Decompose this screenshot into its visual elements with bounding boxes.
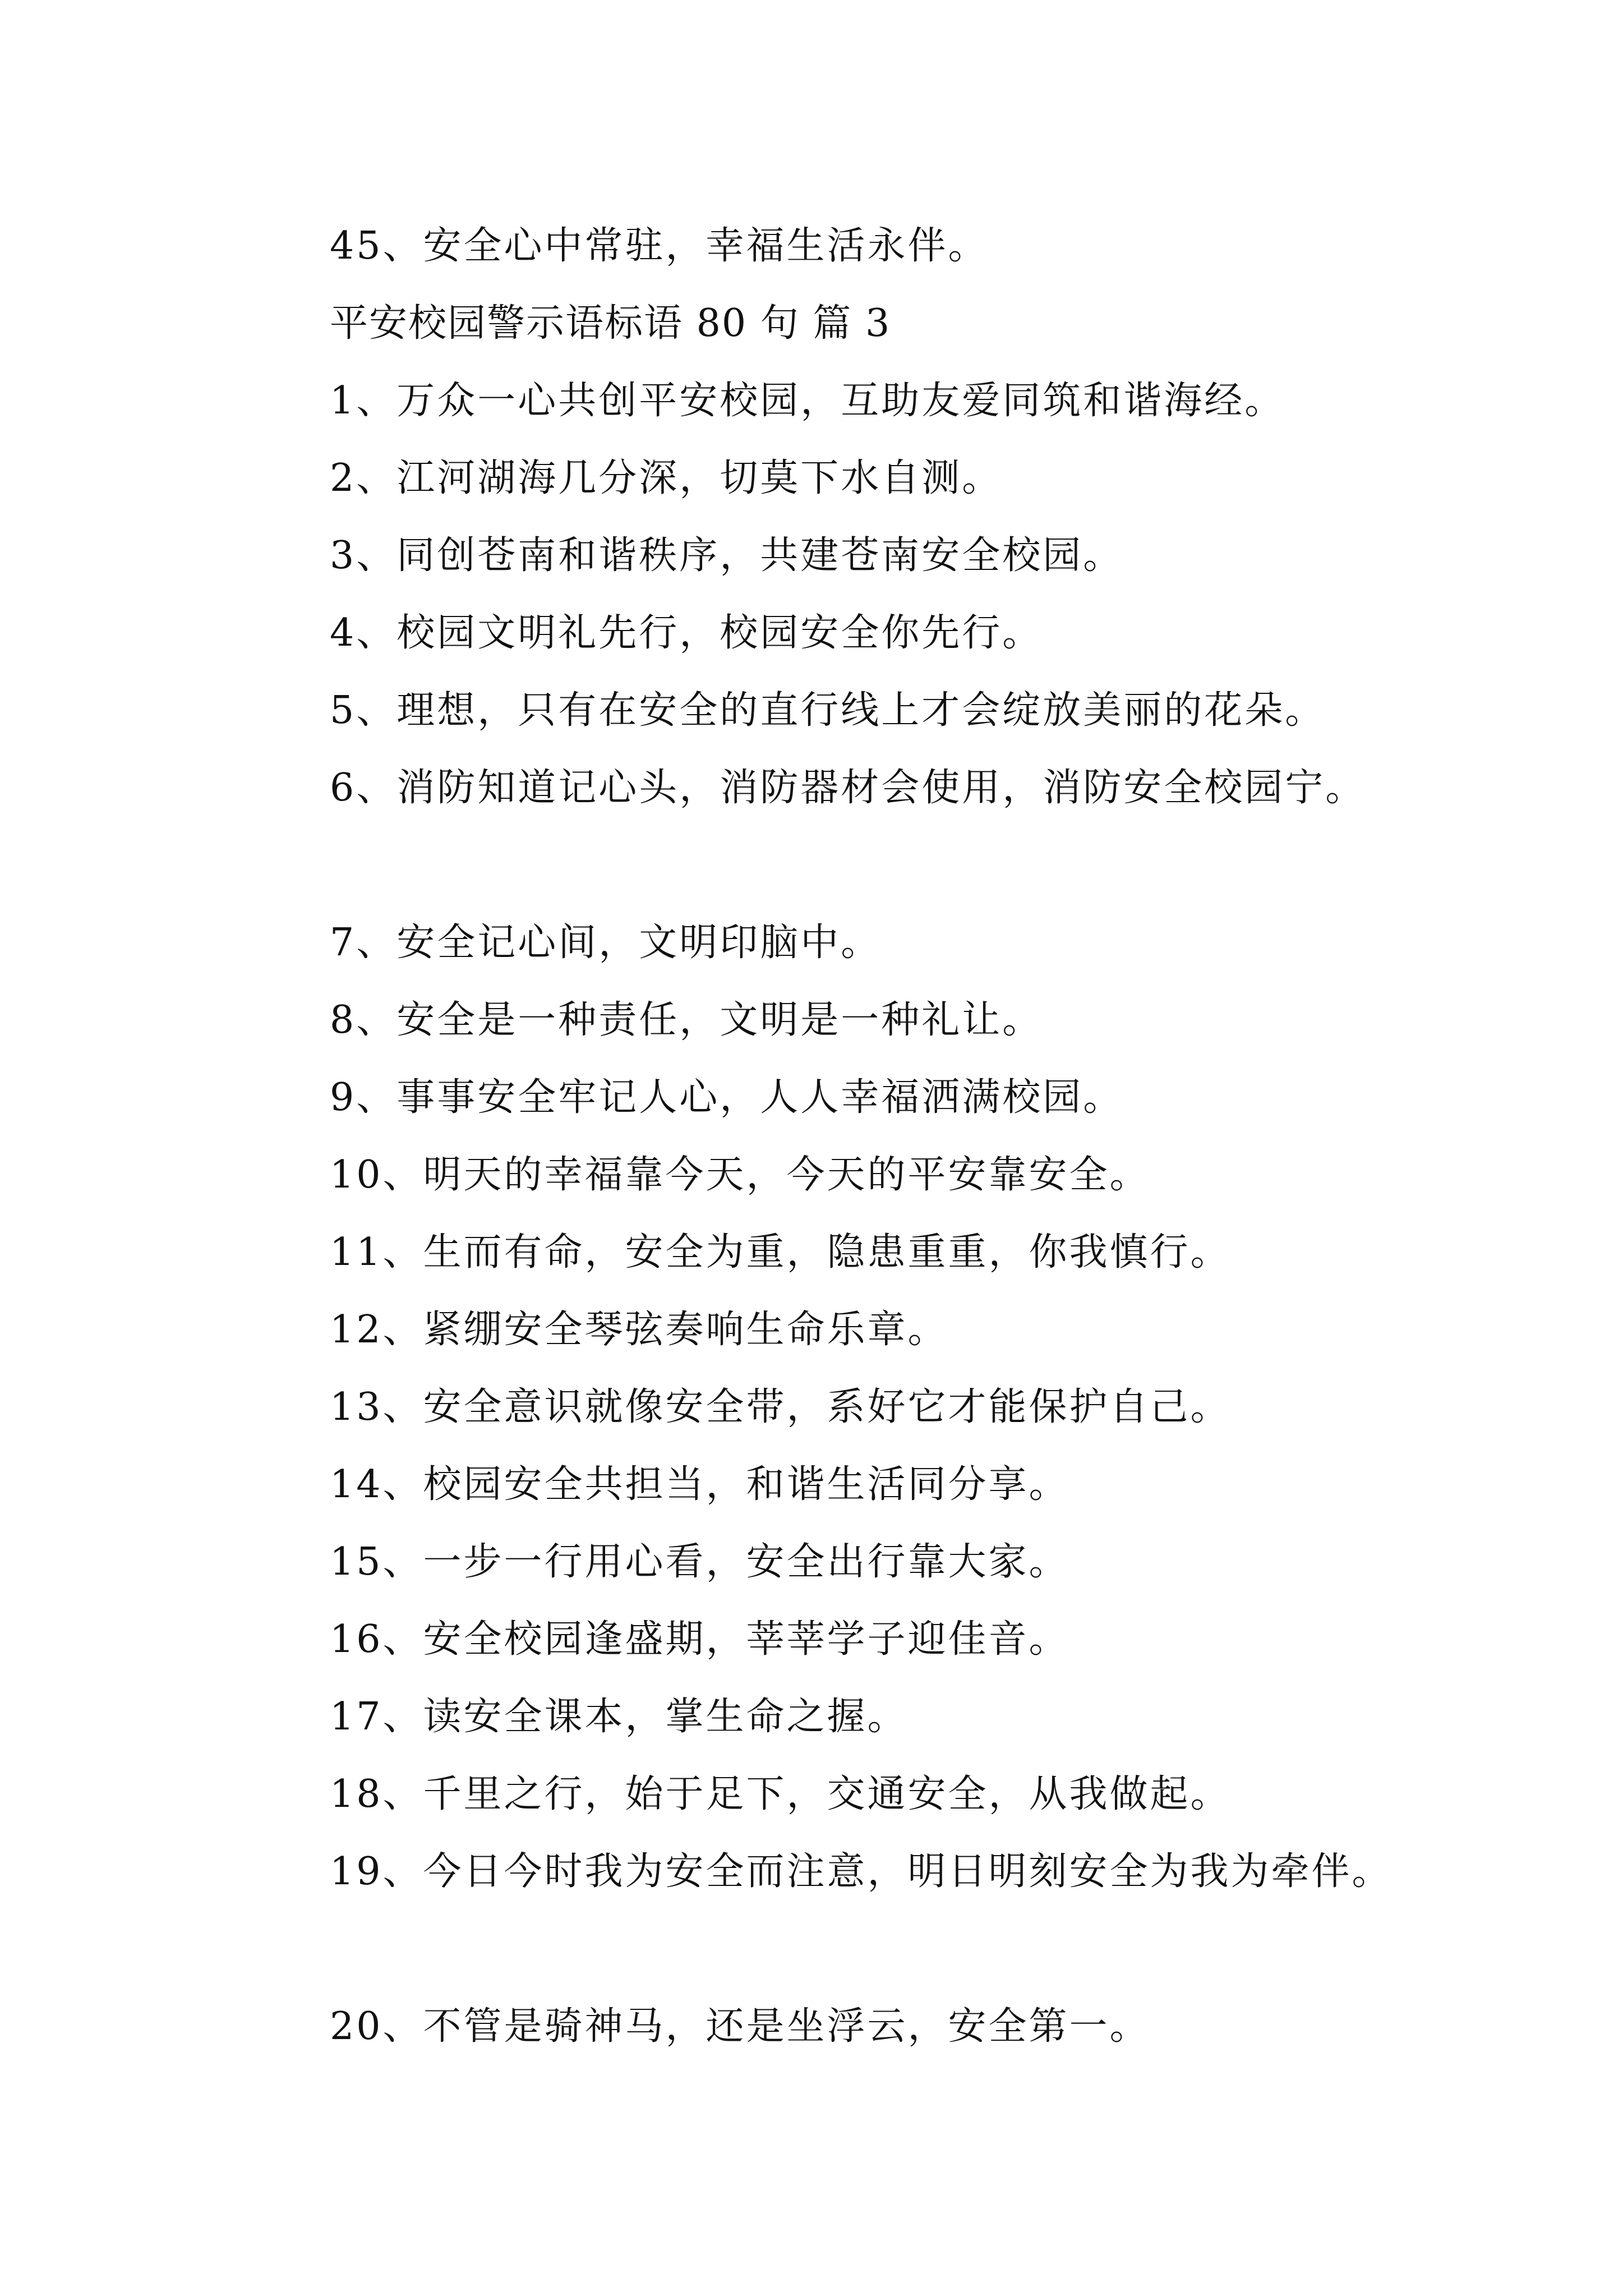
paragraph-16: 16、安全校园逢盛期，莘莘学子迎佳音。: [330, 1617, 1069, 1662]
paragraph-11: 11、生而有命，安全为重，隐患重重，你我慎行。: [330, 1230, 1231, 1274]
section-heading: 平安校园警示语标语 80 句 篇 3: [330, 301, 891, 346]
paragraph-19: 19、今日今时我为安全而注意，明日明刻安全为我为牵伴。: [330, 1849, 1393, 1894]
paragraph-9: 9、事事安全牢记人心，人人幸福洒满校园。: [330, 1075, 1124, 1120]
paragraph-8: 8、安全是一种责任，文明是一种礼让。: [330, 998, 1043, 1042]
paragraph-6: 6、消防知道记心头，消防器材会使用，消防安全校园宁。: [330, 766, 1366, 810]
paragraph-15: 15、一步一行用心看，安全出行靠大家。: [330, 1540, 1069, 1584]
paragraph-12: 12、紧绷安全琴弦奏响生命乐章。: [330, 1308, 948, 1352]
paragraph-4: 4、校园文明礼先行，校园安全你先行。: [330, 611, 1043, 655]
paragraph-18: 18、千里之行，始于足下，交通安全，从我做起。: [330, 1772, 1231, 1816]
paragraph-3: 3、同创苍南和谐秩序，共建苍南安全校园。: [330, 533, 1124, 578]
paragraph-14: 14、校园安全共担当，和谐生活同分享。: [330, 1462, 1069, 1507]
paragraph-2: 2、江河湖海几分深，切莫下水自测。: [330, 456, 1003, 500]
paragraph-5: 5、理想，只有在安全的直行线上才会绽放美丽的花朵。: [330, 688, 1326, 733]
paragraph-7: 7、安全记心间，文明印脑中。: [330, 921, 882, 965]
paragraph-1: 1、万众一心共创平安校园，互助友爱同筑和谐海经。: [330, 379, 1285, 423]
paragraph-13: 13、安全意识就像安全带，系好它才能保护自己。: [330, 1385, 1231, 1429]
document-body: [247, 208, 1402, 2065]
paragraph-45: 45、安全心中常驻，幸福生活永伴。: [330, 224, 989, 268]
paragraph-17: 17、读安全课本，掌生命之握。: [330, 1695, 908, 1739]
paragraph-10: 10、明天的幸福靠今天，今天的平安靠安全。: [330, 1153, 1150, 1197]
paragraph-20: 20、不管是骑神马，还是坐浮云，安全第一。: [330, 2004, 1150, 2049]
